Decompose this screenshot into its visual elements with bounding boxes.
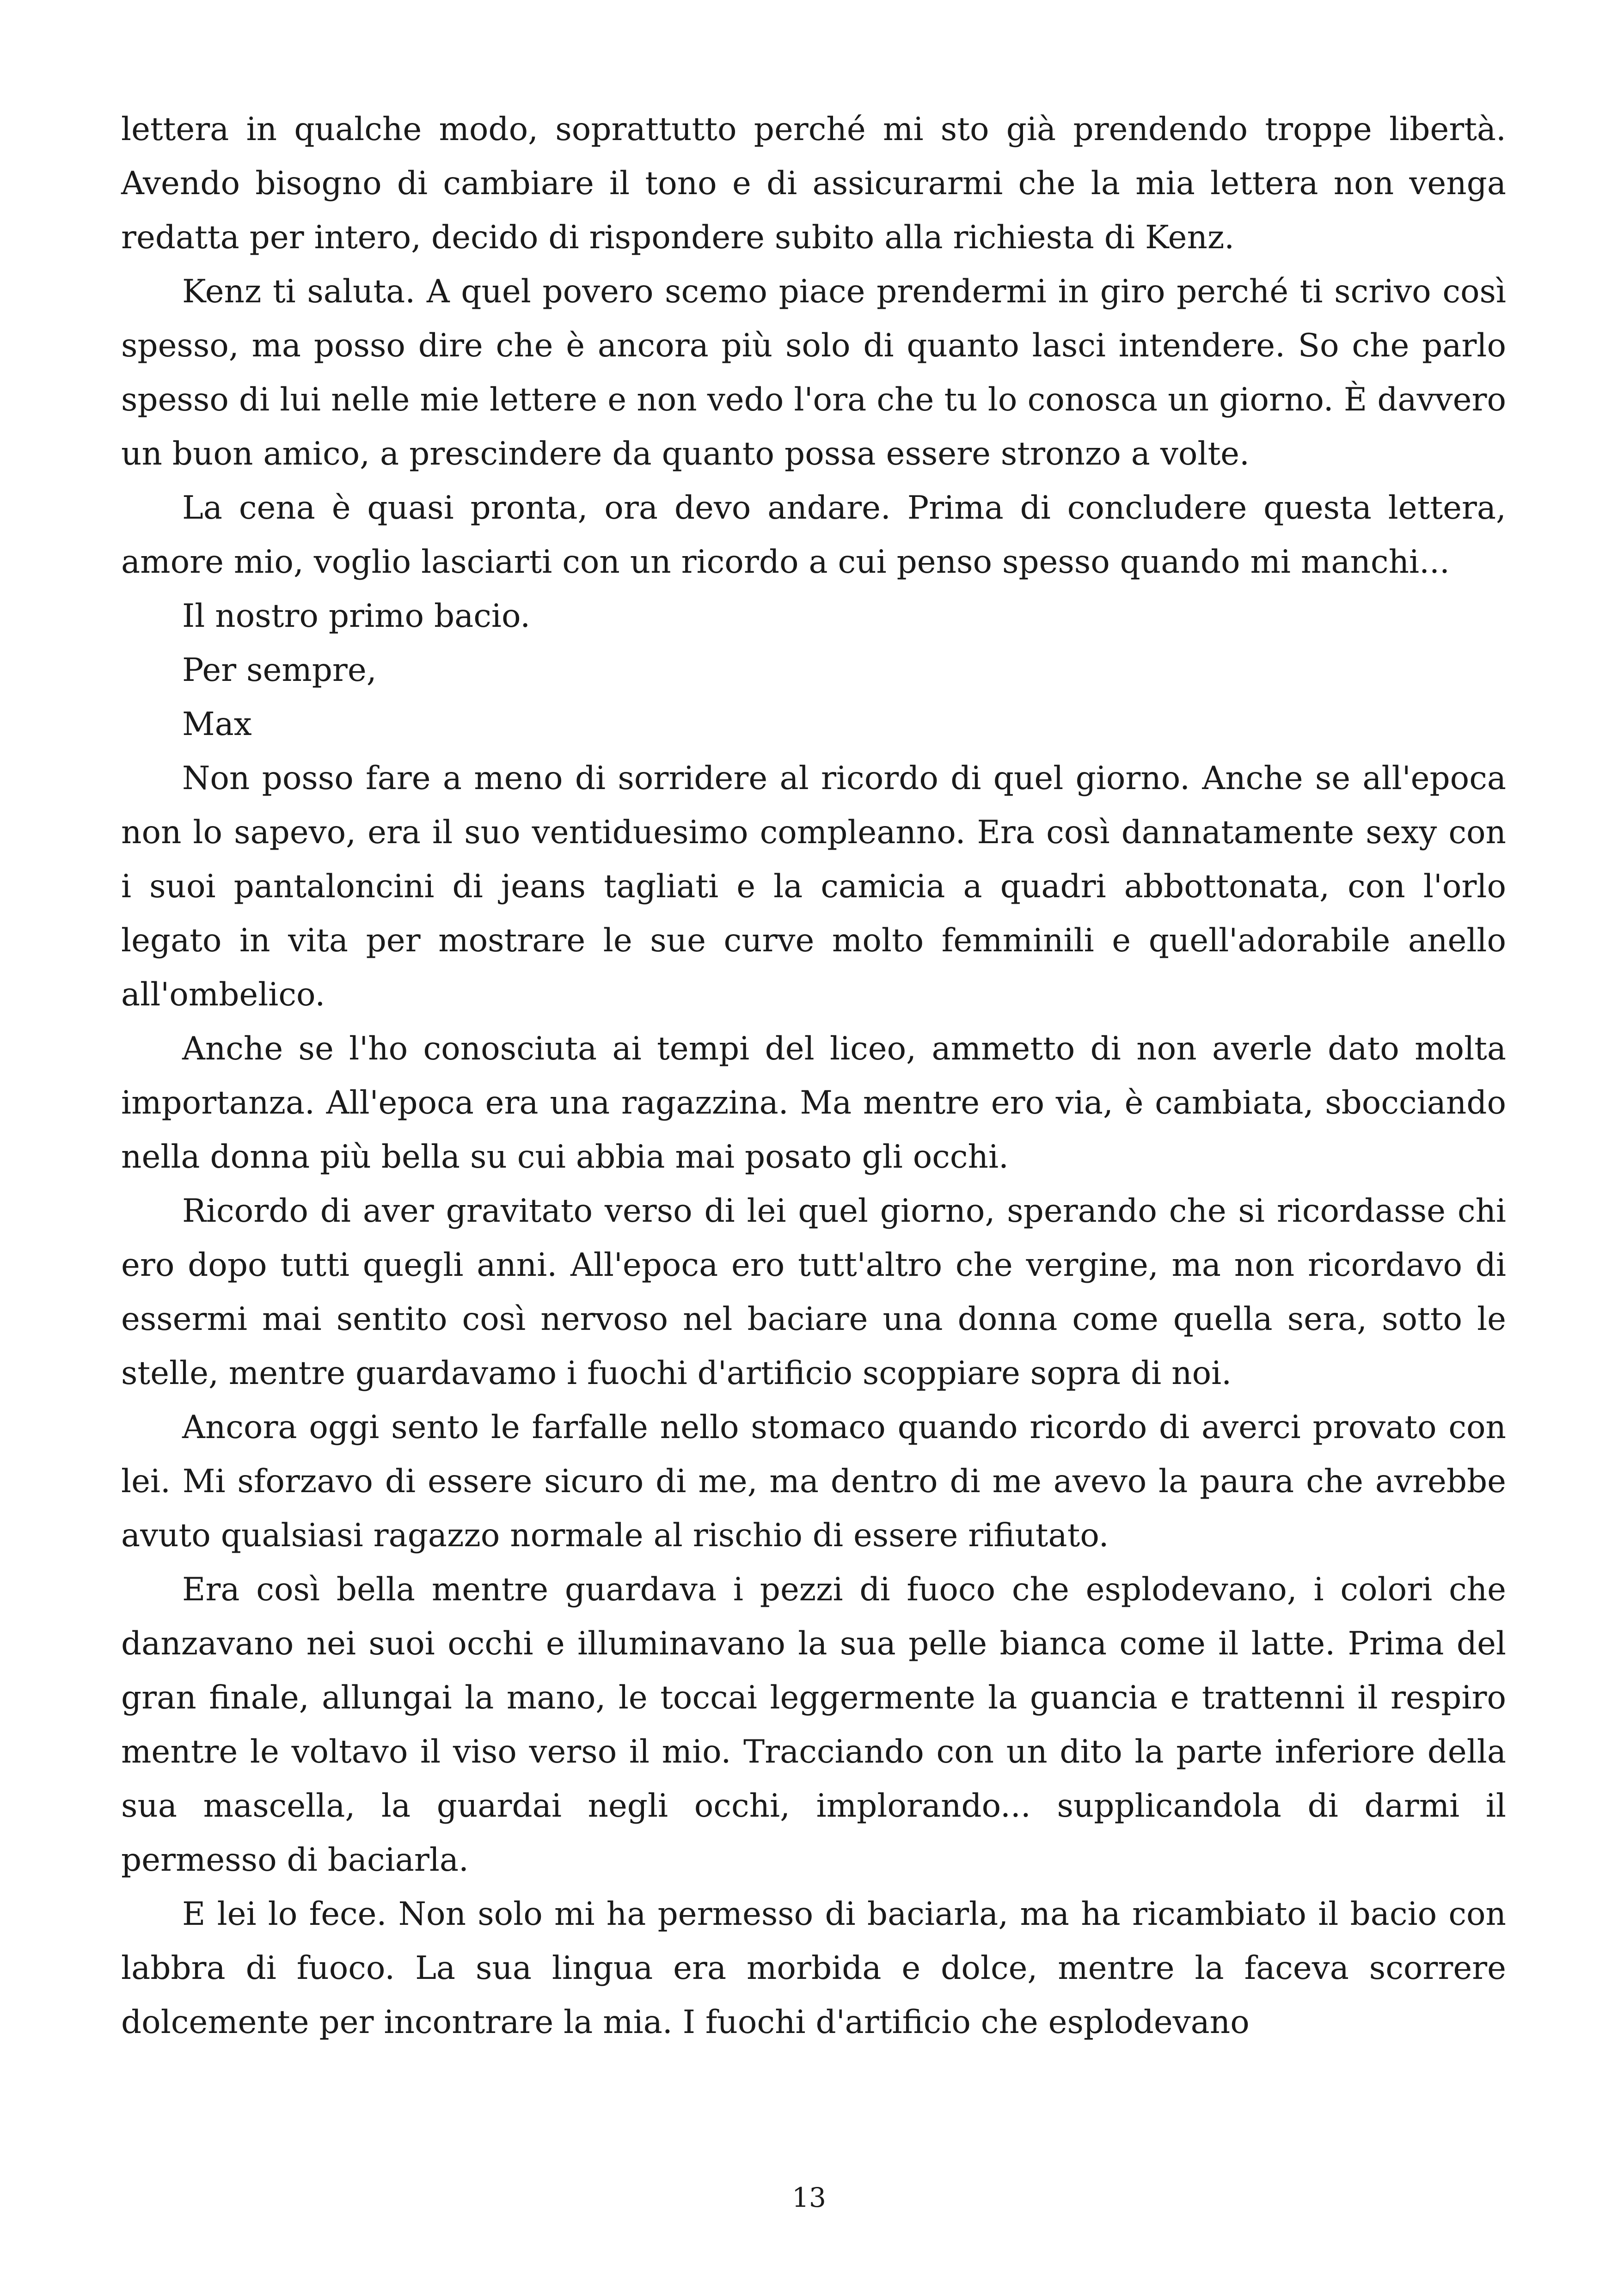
paragraph: Per sempre, [182, 652, 377, 689]
paragraph: lettera in qualche modo, soprattutto perché mi sto già prendendo troppe libertà. Avendo bisogno di cambiare il tono e di assicurarmi che la mia lettera non venga redatta per intero, decido di rispondere subito alla richiesta di Kenz. [121, 111, 1506, 256]
paragraph: Era così bella mentre guardava i pezzi di fuoco che esplodevano, i colori che danzavano nei suoi occhi e illuminavano la sua pelle bianca come il latte. Prima del gran finale, allungai la mano, le toccai leggermente la guancia e trattenni il respiro mentre le voltavo il viso verso il mio. Tracciando con un dito la parte inferiore della sua mascella, la guardai negli occhi, implorando... supplicandola di darmi il permesso di baciarla. [121, 1571, 1506, 1879]
paragraph: Anche se l'ho conosciuta ai tempi del liceo, ammetto di non averle dato molta importanza. All'epoca era una ragazzina. Ma mentre ero via, è cambiata, sbocciando nella donna più bella su cui abbia mai posato gli occhi. [121, 1030, 1506, 1176]
signature-line: Max [182, 706, 252, 743]
page-number: 13 [792, 2182, 826, 2213]
paragraph: Non posso fare a meno di sorridere al ricordo di quel giorno. Anche se all'epoca non lo sapevo, era il suo ventiduesimo compleanno. Era così dannatamente sexy con i suoi pantaloncini di jeans tagliati e la camicia a quadri abbottonata, con l'orlo legato in vita per mostrare le sue curve molto femminili e quell'adorabile anello all'ombelico. [121, 760, 1506, 1013]
paragraph: Il nostro primo bacio. [182, 598, 531, 635]
paragraph: La cena è quasi pronta, ora devo andare. Prima di concludere questa lettera, amore mio, voglio lasciarti con un ricordo a cui penso spesso quando mi manchi... [121, 490, 1506, 581]
paragraph: E lei lo fece. Non solo mi ha permesso di baciarla, ma ha ricambiato il bacio con labbra di fuoco. La sua lingua era morbida e dolce, mentre la faceva scorrere dolcemente per incontrare la mia. I fuochi d'artificio che esplodevano [121, 1896, 1506, 2041]
paragraph: Kenz ti saluta. A quel povero scemo piace prendermi in giro perché ti scrivo così spesso, ma posso dire che è ancora più solo di quanto lasci intendere. So che parlo spesso di lui nelle mie lettere e non vedo l'ora che tu lo conosca un giorno. È davvero un buon amico, a prescindere da quanto possa essere stronzo a volte. [121, 273, 1506, 472]
paragraph: Ricordo di aver gravitato verso di lei quel giorno, sperando che si ricordasse chi ero dopo tutti quegli anni. All'epoca ero tutt'altro che vergine, ma non ricordavo di essermi mai sentito così nervoso nel baciare una donna come quella sera, sotto le stelle, mentre guardavamo i fuochi d'artificio scoppiare sopra di noi. [121, 1193, 1506, 1392]
paragraph: Ancora oggi sento le farfalle nello stomaco quando ricordo di averci provato con lei. Mi sforzavo di essere sicuro di me, ma dentro di me avevo la paura che avrebbe avuto qualsiasi ragazzo normale al rischio di essere rifiutato. [121, 1409, 1506, 1554]
page-body [121, 103, 1506, 2050]
